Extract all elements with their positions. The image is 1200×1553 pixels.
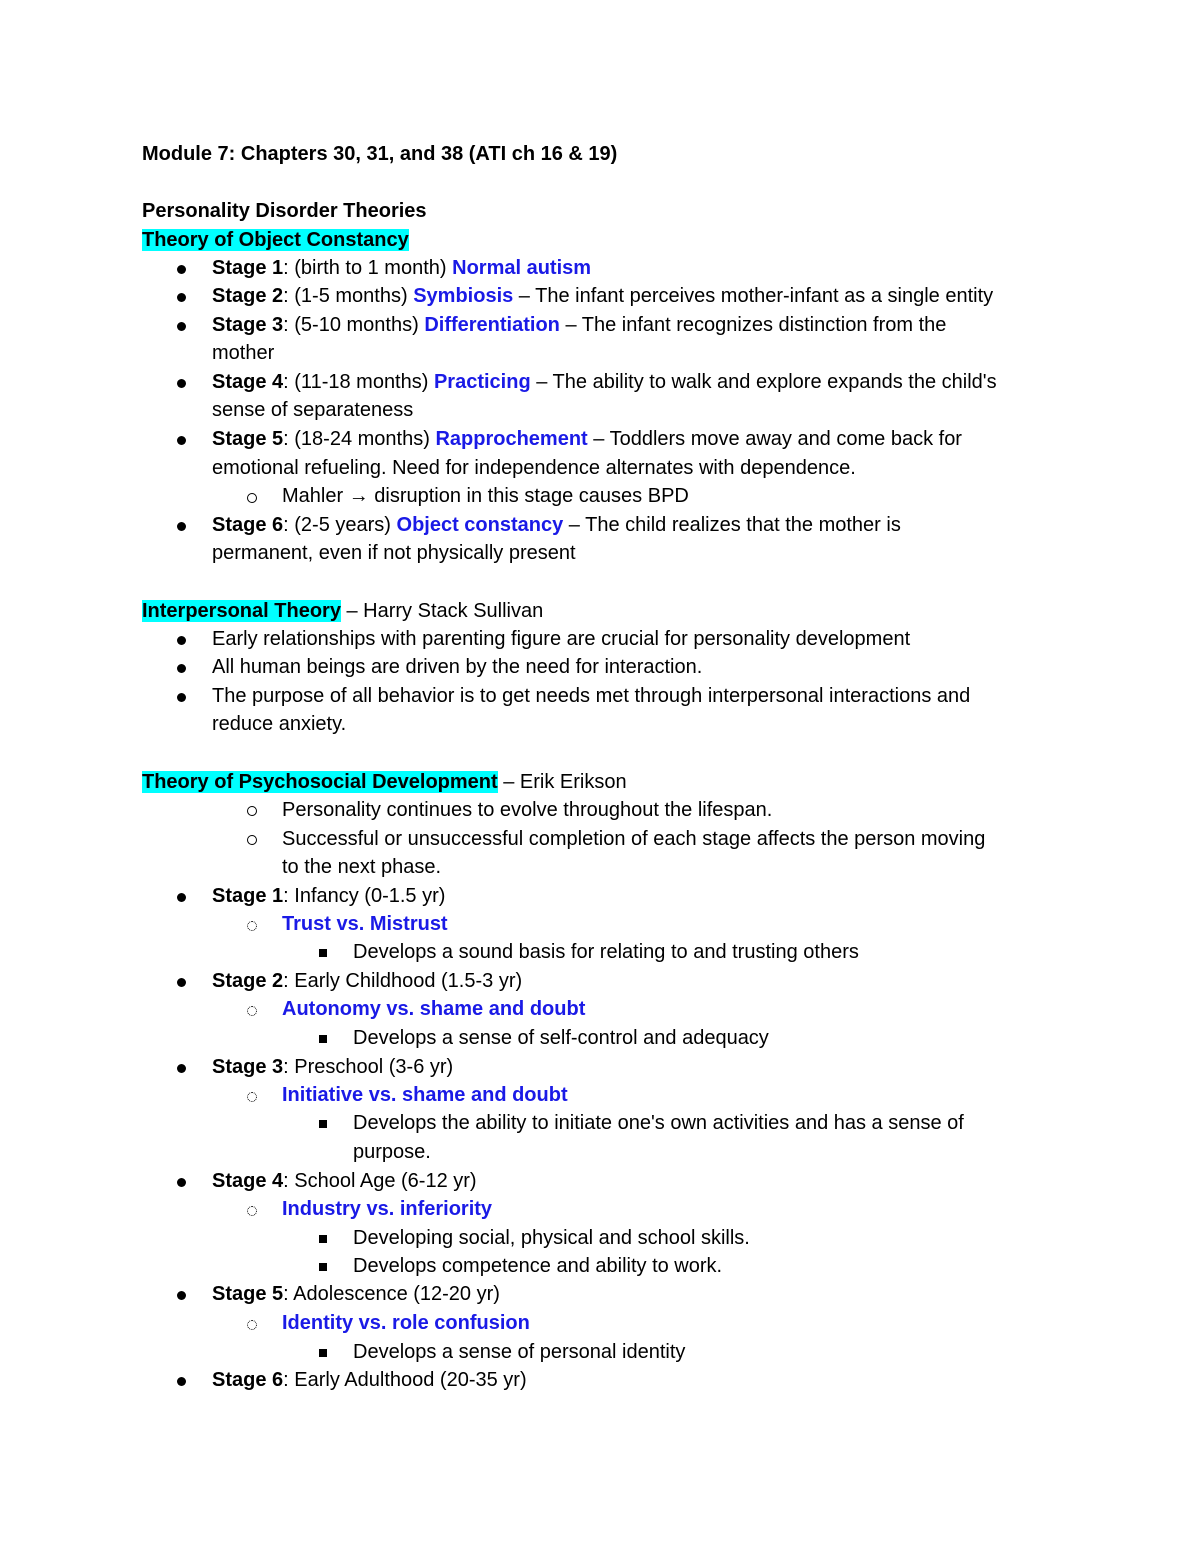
sub-bullet-icon [247, 1092, 257, 1102]
ps-stage-3-detail: Develops the ability to initiate one's own activities and has a sense of [353, 1112, 964, 1134]
ps-stage-1-detail: Develops a sound basis for relating to and trusting others [353, 941, 859, 963]
ps-stage-4-detail: Developing social, physical and school skills. [353, 1227, 750, 1249]
bullet-icon [177, 322, 186, 331]
square-bullet-icon [319, 949, 327, 957]
oc-stage-5 [212, 425, 962, 453]
ps-stage-5 [212, 1280, 500, 1308]
sub-bullet-icon [247, 1206, 257, 1216]
ps-stage-5-term: Identity vs. role confusion [282, 1312, 530, 1334]
oc-stage-5-cont: emotional refueling. Need for independence alternates with dependence. [212, 457, 856, 479]
square-bullet-icon [319, 1235, 327, 1243]
ps-stage-3 [212, 1053, 453, 1081]
stage-text: : Infancy (0-1.5 yr) [283, 885, 446, 907]
stage-label: Stage 3 [212, 314, 284, 336]
oc-stage-2 [212, 282, 993, 310]
sub-bullet-icon [247, 806, 257, 816]
oc-stage-6 [212, 511, 901, 539]
document-title: Module 7: Chapters 30, 31, and 38 (ATI ch 16 & 19) [142, 143, 618, 165]
ps-stage-4 [212, 1167, 477, 1195]
bullet-icon [177, 893, 186, 902]
stage-desc: – The ability to walk and explore expands the child's [530, 371, 997, 393]
stage-label: Stage 6 [212, 514, 284, 536]
ps-stage-4-detail: Develops competence and ability to work. [353, 1255, 723, 1277]
stage-text: : (11-18 months) [283, 371, 434, 393]
oc-stage-6-cont: permanent, even if not physically present [212, 542, 576, 564]
stage-text: : School Age (6-12 yr) [283, 1170, 477, 1192]
oc-stage-3 [212, 311, 946, 339]
stage-term: Rapprochement [435, 428, 588, 450]
sub-bullet-icon [247, 921, 257, 931]
stage-text: : (5-10 months) [283, 314, 425, 336]
stage-text: : (2-5 years) [283, 514, 397, 536]
psychosocial-intro-cont: to the next phase. [282, 856, 442, 878]
psychosocial-heading [142, 768, 627, 796]
square-bullet-icon [319, 1120, 327, 1128]
stage-desc: – The child realizes that the mother is [563, 514, 901, 536]
ps-stage-3-detail-cont: purpose. [353, 1141, 431, 1163]
bullet-icon [177, 636, 186, 645]
sub-bullet-icon [247, 835, 257, 845]
stage-term: Symbiosis [413, 285, 514, 307]
ps-stage-2-term: Autonomy vs. shame and doubt [282, 998, 586, 1020]
oc-stage-3-cont: mother [212, 342, 275, 364]
oc-stage-4-cont: sense of separateness [212, 399, 414, 421]
ps-stage-2-detail: Develops a sense of self-control and adequacy [353, 1027, 769, 1049]
stage-text: : Early Adulthood (20-35 yr) [283, 1369, 527, 1391]
psychosocial-author: – Erik Erikson [497, 771, 627, 793]
stage-term: Normal autism [452, 257, 592, 279]
interpersonal-item: All human beings are driven by the need for interaction. [212, 656, 703, 678]
stage-label: Stage 5 [212, 428, 284, 450]
interpersonal-heading-text: Interpersonal Theory [142, 600, 341, 622]
stage-text: : Preschool (3-6 yr) [283, 1056, 454, 1078]
ps-stage-6 [212, 1366, 527, 1394]
ps-stage-1-term: Trust vs. Mistrust [282, 913, 448, 935]
square-bullet-icon [319, 1349, 327, 1357]
psychosocial-heading-text: Theory of Psychosocial Development [142, 771, 498, 793]
interpersonal-item-cont: reduce anxiety. [212, 713, 347, 735]
psychosocial-intro: Successful or unsuccessful completion of each stage affects the person moving [282, 828, 986, 850]
square-bullet-icon [319, 1035, 327, 1043]
stage-text: : (birth to 1 month) [283, 257, 453, 279]
stage-desc: – The infant perceives mother-infant as a single entity [513, 285, 994, 307]
bullet-icon [177, 1178, 186, 1187]
bullet-icon [177, 1064, 186, 1073]
interpersonal-author: – Harry Stack Sullivan [340, 600, 544, 622]
ps-stage-2 [212, 967, 522, 995]
stage-term: Practicing [433, 371, 531, 393]
stage-label: Stage 1 [212, 885, 284, 907]
section-heading: Personality Disorder Theories [142, 200, 427, 222]
stage-label: Stage 1 [212, 257, 284, 279]
sub-bullet-icon [247, 1320, 257, 1330]
stage-desc: – Toddlers move away and come back for [587, 428, 962, 450]
interpersonal-heading [142, 597, 543, 625]
square-bullet-icon [319, 1263, 327, 1271]
bullet-icon [177, 1377, 186, 1386]
ps-stage-4-term: Industry vs. inferiority [282, 1198, 493, 1220]
ps-stage-3-term: Initiative vs. shame and doubt [282, 1084, 568, 1106]
object-constancy-heading [142, 226, 409, 254]
sub-bullet-icon [247, 1006, 257, 1016]
object-constancy-heading-text: Theory of Object Constancy [142, 229, 409, 251]
interpersonal-item: Early relationships with parenting figure are crucial for personality development [212, 628, 911, 650]
stage-term: Differentiation [424, 314, 560, 336]
oc-stage-1 [212, 254, 591, 282]
stage-text: : (18-24 months) [283, 428, 436, 450]
stage-text: : Early Childhood (1.5-3 yr) [283, 970, 523, 992]
stage-desc: – The infant recognizes distinction from the [559, 314, 947, 336]
bullet-icon [177, 265, 186, 274]
bullet-icon [177, 436, 186, 445]
stage-label: Stage 4 [212, 371, 284, 393]
psychosocial-intro: Personality continues to evolve throughout the lifespan. [282, 799, 773, 821]
bullet-icon [177, 664, 186, 673]
bullet-icon [177, 978, 186, 987]
stage-term: Object constancy [396, 514, 564, 536]
interpersonal-item: The purpose of all behavior is to get needs met through interpersonal interactions and [212, 685, 971, 707]
stage-label: Stage 5 [212, 1283, 284, 1305]
stage-label: Stage 6 [212, 1369, 284, 1391]
stage-text: : (1-5 months) [283, 285, 414, 307]
stage-label: Stage 2 [212, 285, 284, 307]
ps-stage-1 [212, 882, 445, 910]
bullet-icon [177, 1291, 186, 1300]
stage-label: Stage 2 [212, 970, 284, 992]
oc-stage-5-sub: Mahler → disruption in this stage causes BPD [282, 485, 689, 507]
bullet-icon [177, 522, 186, 531]
ps-stage-5-detail: Develops a sense of personal identity [353, 1341, 686, 1363]
bullet-icon [177, 693, 186, 702]
oc-stage-4 [212, 368, 997, 396]
bullet-icon [177, 379, 186, 388]
stage-label: Stage 4 [212, 1170, 284, 1192]
sub-bullet-icon [247, 493, 257, 503]
stage-text: : Adolescence (12-20 yr) [283, 1283, 500, 1305]
bullet-icon [177, 293, 186, 302]
stage-label: Stage 3 [212, 1056, 284, 1078]
